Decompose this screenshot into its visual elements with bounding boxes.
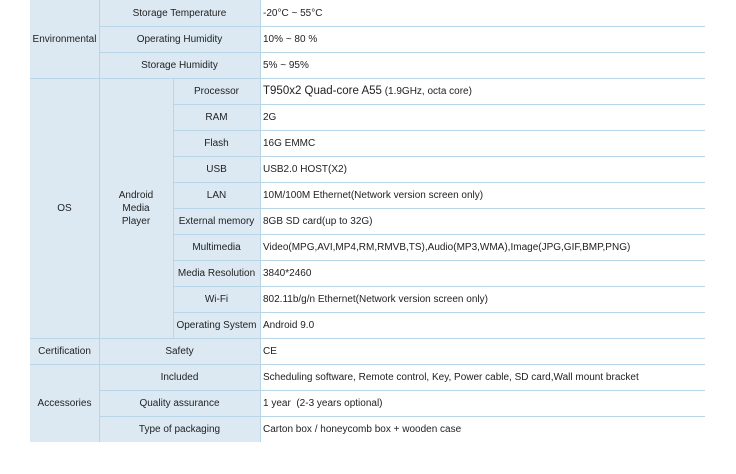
row-value: Android 9.0 (260, 312, 705, 338)
grid-line (173, 260, 705, 261)
grid-line (99, 26, 705, 27)
row-value: 3840*2460 (260, 260, 705, 286)
row-label: Storage Humidity (99, 52, 260, 78)
row-label: Wi-Fi (173, 286, 260, 312)
grid-line (30, 364, 705, 365)
grid-line (260, 0, 261, 442)
spec-table (30, 0, 705, 442)
subgroup-line: Player (121, 215, 151, 227)
row-value: Carton box / honeycomb box + wooden case (260, 416, 705, 442)
row-value: USB2.0 HOST(X2) (260, 156, 705, 182)
grid-line (30, 78, 705, 79)
grid-line (99, 416, 705, 417)
row-value: 10% ~ 80 % (260, 26, 705, 52)
processor-extra: (1.9GHz, octa core) (381, 85, 472, 97)
grid-line (173, 104, 705, 105)
group-os: OS (30, 78, 99, 338)
subgroup-android-media-player (99, 78, 173, 338)
grid-line (173, 312, 705, 313)
row-value: 5% ~ 95% (260, 52, 705, 78)
row-label: LAN (173, 182, 260, 208)
row-value: Video(MPG,AVI,MP4,RM,RMVB,TS),Audio(MP3,WMA),Image(JPG,GIF,BMP,PNG) (260, 234, 705, 260)
subgroup-line: Android (118, 189, 154, 201)
row-value: Scheduling software, Remote control, Key, Power cable, SD card,Wall mount bracket (260, 364, 705, 390)
group-environmental: Environmental (30, 0, 99, 78)
grid-line (173, 130, 705, 131)
row-label: USB (173, 156, 260, 182)
row-label: RAM (173, 104, 260, 130)
row-value: -20°C ~ 55°C (260, 0, 705, 26)
row-label: External memory (173, 208, 260, 234)
processor-main: T950x2 Quad-core A55 (263, 84, 382, 97)
group-certification: Certification (30, 338, 99, 364)
row-label: Operating System (173, 312, 260, 338)
grid-line (99, 0, 100, 442)
row-label: Media Resolution (173, 260, 260, 286)
row-value: CE (260, 338, 705, 364)
grid-line (30, 338, 705, 339)
group-accessories: Accessories (30, 364, 99, 442)
grid-line (173, 156, 705, 157)
row-label: Multimedia (173, 234, 260, 260)
row-value: 2G (260, 104, 705, 130)
grid-line (173, 182, 705, 183)
row-label: Type of packaging (99, 416, 260, 442)
grid-line (173, 286, 705, 287)
row-label: Flash (173, 130, 260, 156)
row-value-processor (260, 78, 705, 104)
row-label: Processor (173, 78, 260, 104)
row-value: 1 year (2-3 years optional) (260, 390, 705, 416)
grid-line (99, 52, 705, 53)
grid-line (99, 390, 705, 391)
row-label: Quality assurance (99, 390, 260, 416)
row-label: Safety (99, 338, 260, 364)
row-value: 802.11b/g/n Ethernet(Network version screen only) (260, 286, 705, 312)
subgroup-line: Media (122, 202, 150, 214)
row-label: Operating Humidity (99, 26, 260, 52)
row-value: 16G EMMC (260, 130, 705, 156)
row-value: 10M/100M Ethernet(Network version screen only) (260, 182, 705, 208)
row-value: 8GB SD card(up to 32G) (260, 208, 705, 234)
row-label: Storage Temperature (99, 0, 260, 26)
row-label: Included (99, 364, 260, 390)
grid-line (173, 234, 705, 235)
grid-line (173, 208, 705, 209)
